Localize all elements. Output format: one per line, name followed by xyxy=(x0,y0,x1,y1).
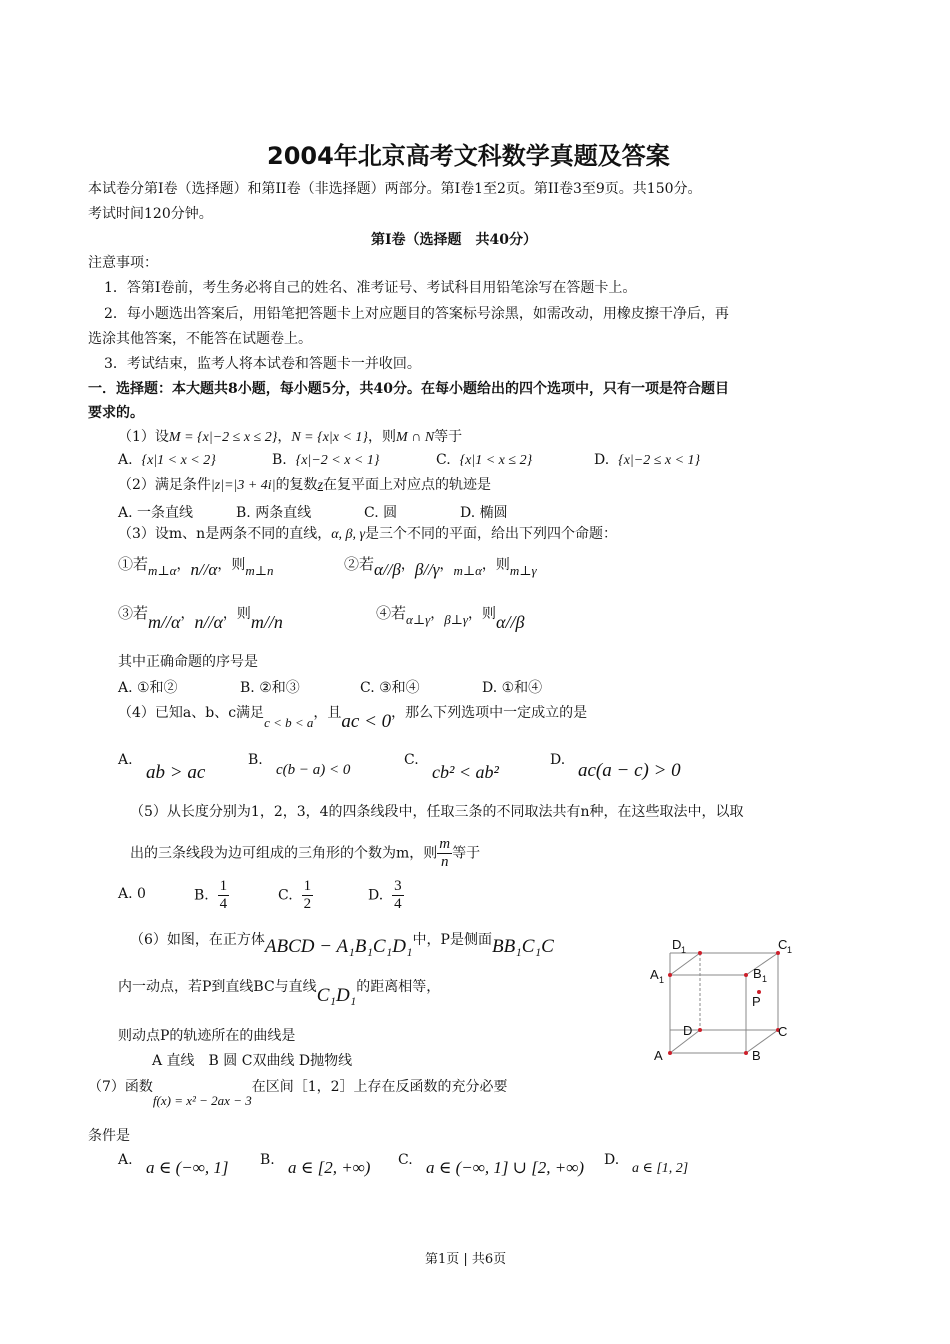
q2-condition: |z|=|3 + 4i| xyxy=(210,478,276,493)
q3-proposition-4: ④若α⊥γ，β⊥γ，则α//β xyxy=(376,604,525,632)
q6-options: A 直线 B 圆 C双曲线 D抛物线 xyxy=(152,1053,353,1069)
question-3: （3）设m、n是两条不同的直线，α, β, γ是三个不同的平面，给出下列四个命题： xyxy=(118,526,618,542)
q4-option-b-expr: c(b − a) < 0 xyxy=(276,762,351,778)
cube-label-a: A xyxy=(654,1048,663,1063)
q7-option-a: A. xyxy=(118,1152,133,1168)
q3-option-a: A. ①和② xyxy=(118,680,178,696)
q7-option-a-expr: a ∈ (−∞, 1] xyxy=(146,1158,229,1177)
q1-suffix: 等于 xyxy=(434,429,463,445)
q7-option-b-expr: a ∈ [2, +∞) xyxy=(288,1158,371,1177)
q1-option-a: A. {x|1 < x < 2} xyxy=(118,452,216,468)
cube-label-a1: A xyxy=(650,967,659,982)
q3-proposition-3: ③若m//α，n//α，则m//n xyxy=(118,604,283,632)
intro-line-1: 本试卷分第Ⅰ卷（选择题）和第II卷（非选择题）两部分。第Ⅰ卷1至2页。第II卷3至9页。共150分。 xyxy=(88,181,702,197)
q7-option-c-expr: a ∈ (−∞, 1] ∪ [2, +∞) xyxy=(426,1158,585,1177)
q7-line-2: 条件是 xyxy=(88,1128,130,1144)
cube-label-d1: D xyxy=(672,937,682,952)
q4-option-c-expr: cb² < ab² xyxy=(432,762,499,782)
q4-option-b: B. xyxy=(248,752,263,768)
q2-option-a: A. 一条直线 xyxy=(118,505,194,521)
note-2b: 选涂其他答案，不能答在试题卷上。 xyxy=(88,331,312,347)
q6-line-2: 内一动点，若P到直线BC与直线C₁D₁的距离相等， xyxy=(118,979,441,1006)
note-2a: 2．每小题选出答案后，用铅笔把答题卡上对应题目的答案标号涂黑，如需改动，用橡皮擦干净后，再 xyxy=(104,306,729,322)
q5-line-2: 出的三条线段为边可组成的三角形的个数为m，则 $\frac{m}{n}$ 等于 xyxy=(130,836,481,870)
q1-option-b: B. {x|−2 < x < 1} xyxy=(272,452,380,468)
q1-set-m: M = {x|−2 ≤ x ≤ 2} xyxy=(168,430,278,445)
q3-proposition-1: ①若m⊥α，n//α，则m⊥n xyxy=(118,555,274,579)
part1-line-2: 要求的。 xyxy=(88,405,144,421)
cube-label-d: D xyxy=(683,1023,693,1038)
q1-expr: M ∩ N xyxy=(396,430,435,445)
q4-option-a-expr: ab > ac xyxy=(146,762,206,783)
q1-then: ，则 xyxy=(368,429,397,445)
cube-label-c1: C xyxy=(778,937,788,952)
svg-text:1: 1 xyxy=(659,975,665,985)
svg-text:1: 1 xyxy=(681,945,687,955)
q5-option-d: D. $\frac{3}{4}$ xyxy=(368,878,402,912)
q4-option-d-expr: ac(a − c) > 0 xyxy=(578,760,681,781)
q1-option-c: C. {x|1 < x ≤ 2} xyxy=(436,452,533,468)
note-1: 1．答第Ⅰ卷前，考生务必将自己的姓名、准考证号、考试科目用铅笔涂写在答题卡上。 xyxy=(104,280,637,296)
q7-option-d-expr: a ∈ [1, 2] xyxy=(632,1161,689,1176)
q2-z: z xyxy=(317,478,324,493)
q2-option-b: B. 两条直线 xyxy=(236,505,312,521)
page-title: 2004年北京高考文科数学真题及答案 xyxy=(267,142,670,170)
cube-label-b1: B xyxy=(753,966,762,981)
q1-prefix: （1）设 xyxy=(118,429,169,445)
q1-option-d: D. {x|−2 ≤ x < 1} xyxy=(594,452,701,468)
intro-line-2: 考试时间120分钟。 xyxy=(88,206,213,222)
q3-proposition-2: ②若α//β，β//γ，m⊥α，则m⊥γ xyxy=(344,555,537,579)
q5-option-c: C. $\frac{1}{2}$ xyxy=(278,878,312,912)
question-7: （7）函数f(x) = x² − 2ax − 3在区间［1，2］上存在反函数的充分必要 xyxy=(88,1079,508,1108)
q5-line-1: （5）从长度分别为1，2，3，4的四条线段中，任取三条的不同取法共有n种，在这些取法中，以取 xyxy=(130,804,744,820)
q7-option-b: B. xyxy=(260,1152,275,1168)
q1-comma: ， xyxy=(277,429,292,445)
q3-option-d: D. ①和④ xyxy=(482,680,543,696)
section-title: 第Ⅰ卷（选择题 共40分） xyxy=(371,232,538,248)
q7-option-c: C. xyxy=(398,1152,413,1168)
q4-option-a: A. xyxy=(118,752,133,768)
cube-label-b: B xyxy=(752,1048,761,1063)
q7-option-d: D. xyxy=(604,1152,620,1168)
q3-question: 其中正确命题的序号是 xyxy=(118,654,258,670)
page-footer: 第1页 | 共6页 xyxy=(425,1252,507,1267)
q4-option-d: D. xyxy=(550,752,566,768)
cube-label-p: P xyxy=(752,994,761,1009)
q5-option-b: B. $\frac{1}{4}$ xyxy=(194,878,228,912)
part1-line-1: 一．选择题：本大题共8小题，每小题5分，共40分。在每小题给出的四个选项中，只有一项是符合题目 xyxy=(88,381,729,397)
note-3: 3．考试结束，监考人将本试卷和答题卡一并收回。 xyxy=(104,356,421,372)
q4-option-c: C. xyxy=(404,752,419,768)
question-2: （2）满足条件|z|=|3 + 4i|的复数z在复平面上对应点的轨迹是 xyxy=(118,477,492,493)
question-6: （6）如图，在正方体ABCD − A₁B₁C₁D₁中，P是侧面BB₁C₁C xyxy=(130,932,554,957)
question-4: （4）已知a、b、c满足c < b < a，且ac < 0，那么下列选项中一定成立的是 xyxy=(118,705,588,732)
svg-text:1: 1 xyxy=(762,974,768,984)
q2-option-d: D. 椭圆 xyxy=(460,505,508,521)
question-1 xyxy=(118,426,462,446)
q2-option-c: C. 圆 xyxy=(364,505,398,521)
cube-label-c: C xyxy=(778,1024,788,1039)
notes-heading: 注意事项： xyxy=(88,255,158,271)
cube-figure xyxy=(640,932,800,1068)
q3-option-c: C. ③和④ xyxy=(360,680,420,696)
svg-text:1: 1 xyxy=(787,945,793,955)
q1-set-n: N = {x|x < 1} xyxy=(291,430,369,445)
q3-option-b: B. ②和③ xyxy=(240,680,300,696)
q6-line-3: 则动点P的轨迹所在的曲线是 xyxy=(118,1028,296,1044)
q5-fraction: $\frac{m}{n}$ xyxy=(439,836,451,870)
q5-option-a: A. 0 xyxy=(118,886,146,902)
